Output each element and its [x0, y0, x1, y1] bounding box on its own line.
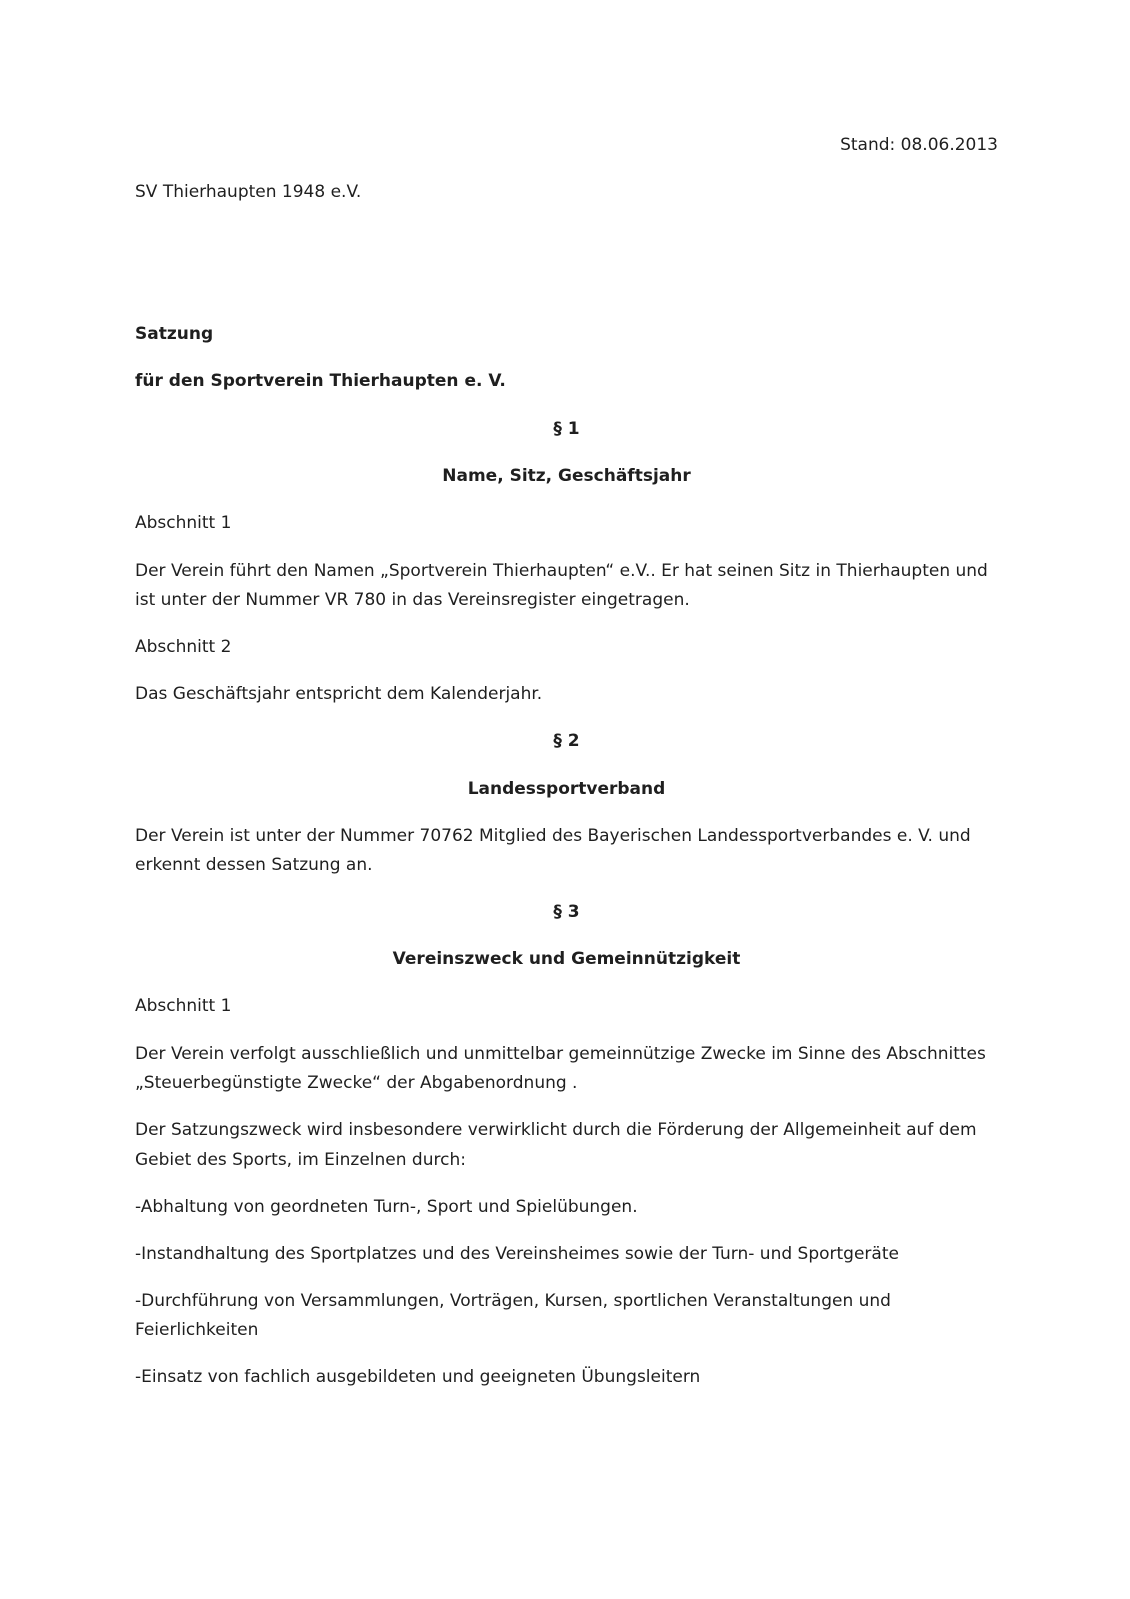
stand-date: Stand: 08.06.2013 [840, 135, 998, 155]
section-1-abschnitt-1-line-2: ist unter der Nummer VR 780 in das Vereinsregister eingetragen. [135, 590, 690, 610]
section-2-number: § 2 [553, 731, 580, 751]
section-2-line-1: Der Verein ist unter der Nummer 70762 Mitglied des Bayerischen Landessportverbandes e. V. und [135, 826, 971, 846]
section-2-line-2: erkennt dessen Satzung an. [135, 855, 373, 875]
section-3-list-item-4: -Einsatz von fachlich ausgebildeten und geeigneten Übungsleitern [135, 1367, 701, 1387]
section-3-number: § 3 [553, 902, 580, 922]
section-1-abschnitt-2-text: Das Geschäftsjahr entspricht dem Kalenderjahr. [135, 684, 543, 704]
section-3-heading: Vereinszweck und Gemeinnützigkeit [392, 949, 741, 969]
document-subtitle: für den Sportverein Thierhaupten e. V. [135, 371, 506, 391]
section-1-number: § 1 [553, 419, 580, 439]
section-1-heading: Name, Sitz, Geschäftsjahr [442, 466, 691, 486]
section-3-list-item-2: -Instandhaltung des Sportplatzes und des Vereinsheimes sowie der Turn- und Sportgeräte [135, 1244, 899, 1264]
club-name: SV Thierhaupten 1948 e.V. [135, 182, 362, 202]
section-1-abschnitt-1-label: Abschnitt 1 [135, 513, 232, 533]
section-3-abschnitt-1-label: Abschnitt 1 [135, 996, 232, 1016]
section-1-abschnitt-2-label: Abschnitt 2 [135, 637, 232, 657]
section-3-paragraph-2-line-1: Der Satzungszweck wird insbesondere verwirklicht durch die Förderung der Allgemeinheit auf dem [135, 1120, 977, 1140]
section-3-list-item-3-line-2: Feierlichkeiten [135, 1320, 259, 1340]
section-3-paragraph-1-line-2: „Steuerbegünstigte Zwecke“ der Abgabenordnung . [135, 1073, 578, 1093]
document-title: Satzung [135, 324, 214, 344]
section-3-list-item-1: -Abhaltung von geordneten Turn-, Sport und Spielübungen. [135, 1197, 638, 1217]
section-3-paragraph-2-line-2: Gebiet des Sports, im Einzelnen durch: [135, 1150, 466, 1170]
section-3-list-item-3-line-1: -Durchführung von Versammlungen, Vorträgen, Kursen, sportlichen Veranstaltungen und [135, 1291, 891, 1311]
section-2-heading: Landessportverband [467, 779, 666, 799]
section-1-abschnitt-1-line-1: Der Verein führt den Namen „Sportverein Thierhaupten“ e.V.. Er hat seinen Sitz in Thierhaupten und [135, 561, 988, 581]
section-3-paragraph-1-line-1: Der Verein verfolgt ausschließlich und unmittelbar gemeinnützige Zwecke im Sinne des Abschnittes [135, 1044, 986, 1064]
